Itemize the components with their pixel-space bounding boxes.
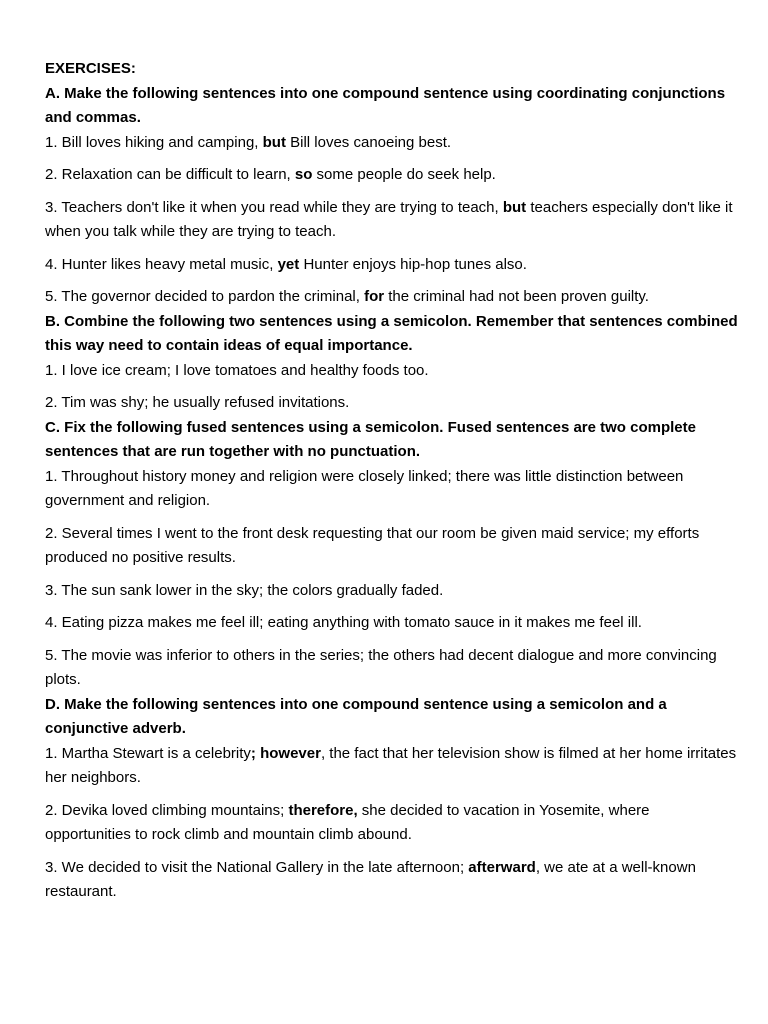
section-items: [45, 131, 738, 310]
list-item: 1. Throughout history money and religion were closely linked; there was little distinction between government and religion.: [45, 467, 684, 509]
list-item: 2. Tim was shy; he usually refused invitations.: [45, 394, 350, 411]
list-item: 4. Hunter likes heavy metal music, yet Hunter enjoys hip-hop tunes also.: [45, 255, 527, 273]
list-item: 1. I love ice cream; I love tomatoes and healthy foods too.: [45, 361, 429, 379]
list-item: 3. Teachers don't like it when you read while they are trying to teach, but teachers especially don't like it when you talk while they are trying to teach.: [45, 198, 733, 240]
document-heading: EXERCISES:: [45, 60, 136, 77]
list-item: 3. The sun sank lower in the sky; the colors gradually faded.: [45, 581, 444, 599]
section-title: D. Make the following sentences into one compound sentence using a semicolon and a conjunctive adverb.: [45, 695, 667, 737]
section-title: A. Make the following sentences into one compound sentence using coordinating conjunctions and commas.: [45, 84, 726, 126]
list-item: 2. Relaxation can be difficult to learn, so some people do seek help.: [45, 166, 496, 183]
section-items: [45, 742, 738, 905]
list-item: 5. The governor decided to pardon the criminal, for the criminal had not been proven guilty.: [45, 288, 649, 305]
list-item: 5. The movie was inferior to others in the series; the others had decent dialogue and more convincing plots.: [45, 646, 717, 688]
list-item: 4. Eating pizza makes me feel ill; eating anything with tomato sauce in it makes me feel ill.: [45, 614, 642, 631]
list-item: 2. Devika loved climbing mountains; therefore, she decided to vacation in Yosemite, where opportunities to rock climb and mountain climb abound.: [45, 801, 650, 843]
list-item: 3. We decided to visit the National Gallery in the late afternoon; afterward, we ate at a well-known restaurant.: [45, 858, 696, 900]
section-d: [45, 693, 738, 905]
section-items: [45, 465, 738, 693]
list-item: 1. Martha Stewart is a celebrity; however, the fact that her television show is filmed at her home irritates her neighbors.: [45, 744, 737, 786]
list-item: 2. Several times I went to the front desk requesting that our room be given maid service; my efforts produced no positive results.: [45, 524, 700, 566]
section-b: [45, 310, 738, 416]
section-items: [45, 359, 738, 416]
list-item: 1. Bill loves hiking and camping, but Bill loves canoeing best.: [45, 133, 452, 151]
section-c: [45, 416, 738, 693]
section-title: B. Combine the following two sentences using a semicolon. Remember that sentences combined this way need to contain ideas of equal importance.: [45, 312, 738, 354]
section-a: [45, 82, 738, 310]
section-title: C. Fix the following fused sentences using a semicolon. Fused sentences are two complete sentences that are run together with no punctuation.: [45, 418, 696, 460]
